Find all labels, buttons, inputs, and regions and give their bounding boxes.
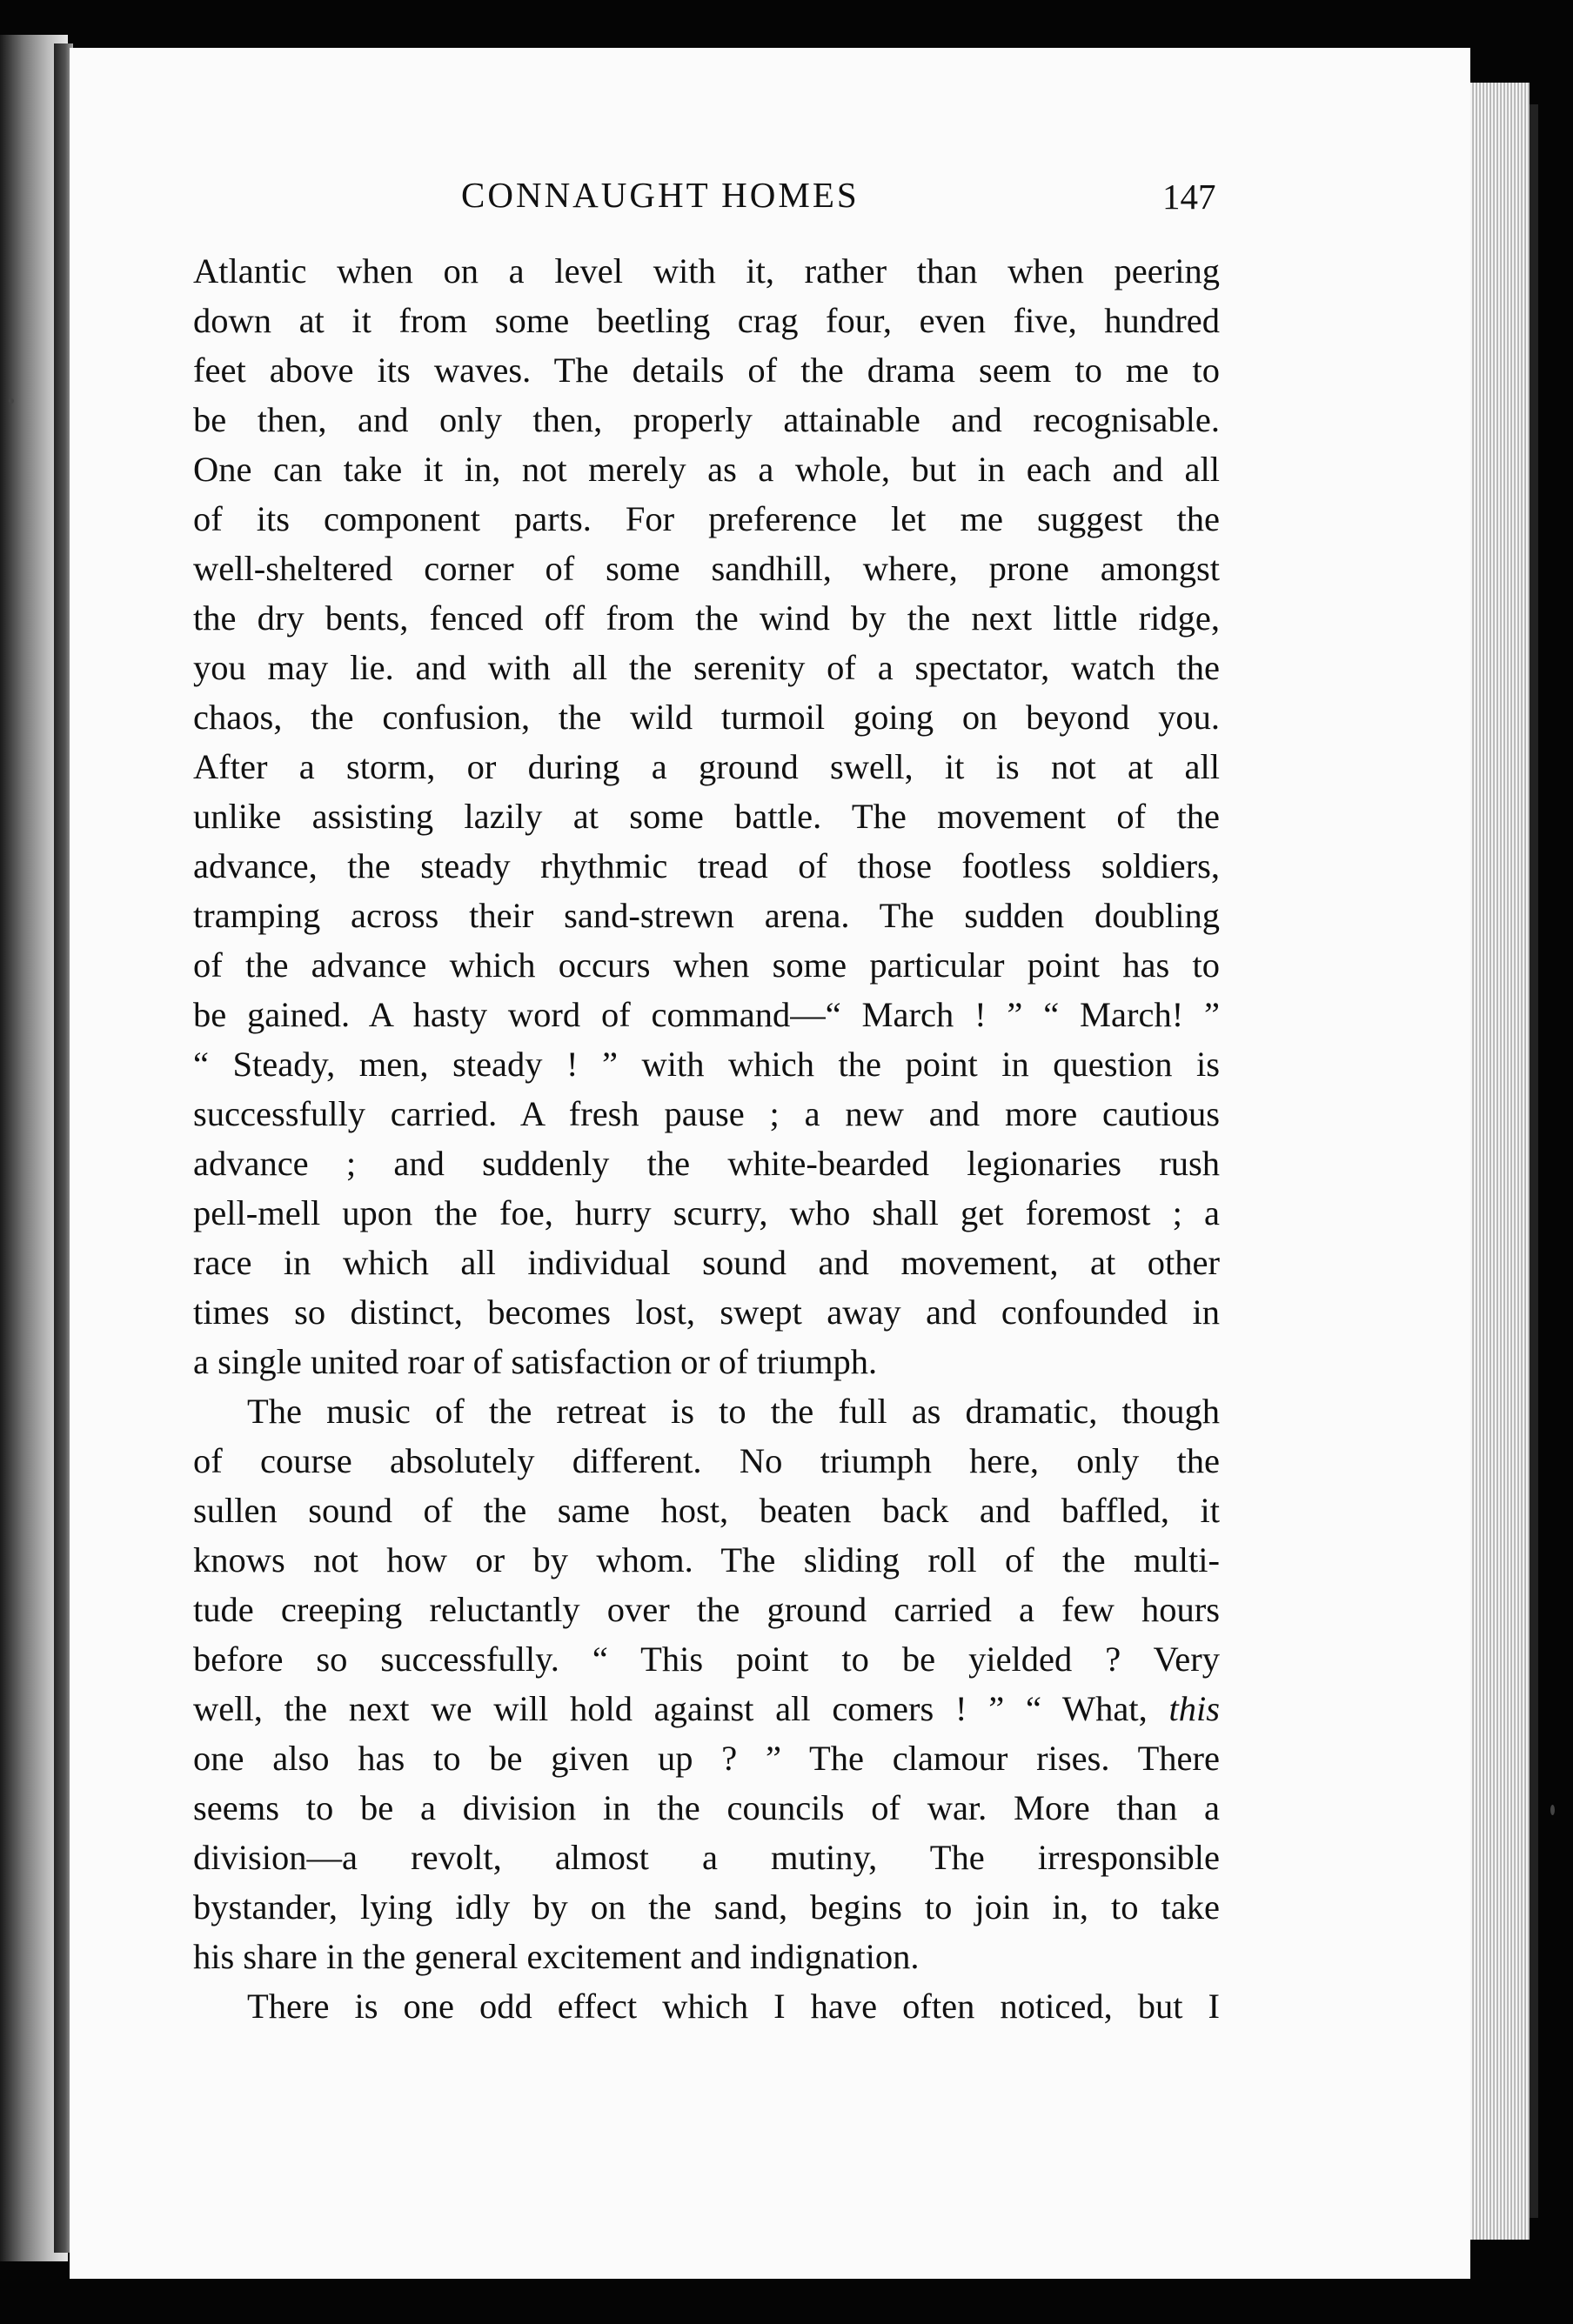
text-line: down at it from some beetling crag four, even five, hundred xyxy=(193,301,1220,340)
text-line: chaos, the confusion, the wild turmoil going on beyond you. xyxy=(193,698,1220,737)
page-stack-shadow xyxy=(1529,104,1538,2218)
text-line: advance ; and suddenly the white-bearded legionaries rush xyxy=(193,1144,1220,1183)
running-title: CONNAUGHT HOMES xyxy=(461,175,860,215)
text-line: one also has to be given up ? ” The clamour rises. There xyxy=(193,1739,1220,1778)
text-line-with-italic xyxy=(193,1684,1220,1733)
dust-speck xyxy=(1550,1805,1555,1815)
text-line: tramping across their sand-strewn arena. The sudden doubling xyxy=(193,896,1220,935)
text-line: tude creeping reluctantly over the ground carried a few hours xyxy=(193,1590,1220,1629)
text-line: After a storm, or during a ground swell, it is not at all xyxy=(193,747,1220,786)
text-line: of the advance which occurs when some particular point has to xyxy=(193,945,1220,985)
text-line: division—a revolt, almost a mutiny, The irresponsible xyxy=(193,1838,1220,1877)
text-line: race in which all individual sound and movement, at other xyxy=(193,1243,1220,1282)
text-line: sullen sound of the same host, beaten back and baffled, it xyxy=(193,1491,1220,1530)
text-run: well, the next we will hold against all comers ! ” “ What, xyxy=(193,1689,1148,1728)
text-line: you may lie. and with all the serenity of a spectator, watch the xyxy=(193,648,1220,687)
text-line: bystander, lying idly by on the sand, begins to join in, to take xyxy=(193,1887,1220,1927)
paragraph-start-line: The music of the retreat is to the full as dramatic, though xyxy=(247,1392,1220,1431)
body-text xyxy=(193,246,1220,2031)
text-line: the dry bents, fenced off from the wind by the next little ridge, xyxy=(193,598,1220,638)
page-stack-edge xyxy=(1470,83,1529,2240)
text-line: feet above its waves. The details of the drama seem to me to xyxy=(193,351,1220,390)
paragraph-start-line: There is one odd effect which I have often noticed, but I xyxy=(247,1987,1220,2026)
text-line: well-sheltered corner of some sandhill, where, prone amongst xyxy=(193,549,1220,588)
text-line: unlike assisting lazily at some battle. The movement of the xyxy=(193,797,1220,836)
text-line: of course absolutely different. No triumph here, only the xyxy=(193,1441,1220,1480)
text-line: of its component parts. For preference let me suggest the xyxy=(193,499,1220,538)
text-line: pell-mell upon the foe, hurry scurry, who shall get foremost ; a xyxy=(193,1193,1220,1232)
paragraph-end-line: a single united roar of satisfaction or of triumph. xyxy=(193,1342,878,1381)
text-line: Atlantic when on a level with it, rather than when peering xyxy=(193,251,1220,290)
text-line: knows not how or by whom. The sliding roll of the multi- xyxy=(193,1540,1220,1579)
paragraph-end-line: his share in the general excitement and indignation. xyxy=(193,1937,920,1976)
page-number: 147 xyxy=(1162,177,1216,217)
text-line: before so successfully. “ This point to be yielded ? Very xyxy=(193,1639,1220,1679)
text-line: times so distinct, becomes lost, swept away and confounded in xyxy=(193,1292,1220,1332)
text-line: be gained. A hasty word of command—“ March ! ” “ March! ” xyxy=(193,995,1220,1034)
text-line: be then, and only then, properly attainable and recognisable. xyxy=(193,400,1220,439)
text-line: “ Steady, men, steady ! ” with which the point in question is xyxy=(193,1045,1220,1084)
dust-speck xyxy=(9,398,14,404)
text-line: successfully carried. A fresh pause ; a new and more cautious xyxy=(193,1094,1220,1133)
text-line: advance, the steady rhythmic tread of those footless soldiers, xyxy=(193,846,1220,885)
text-line: seems to be a division in the councils of war. More than a xyxy=(193,1788,1220,1827)
italic-word: this xyxy=(1168,1689,1220,1728)
text-line: One can take it in, not merely as a whole, but in each and all xyxy=(193,450,1220,489)
